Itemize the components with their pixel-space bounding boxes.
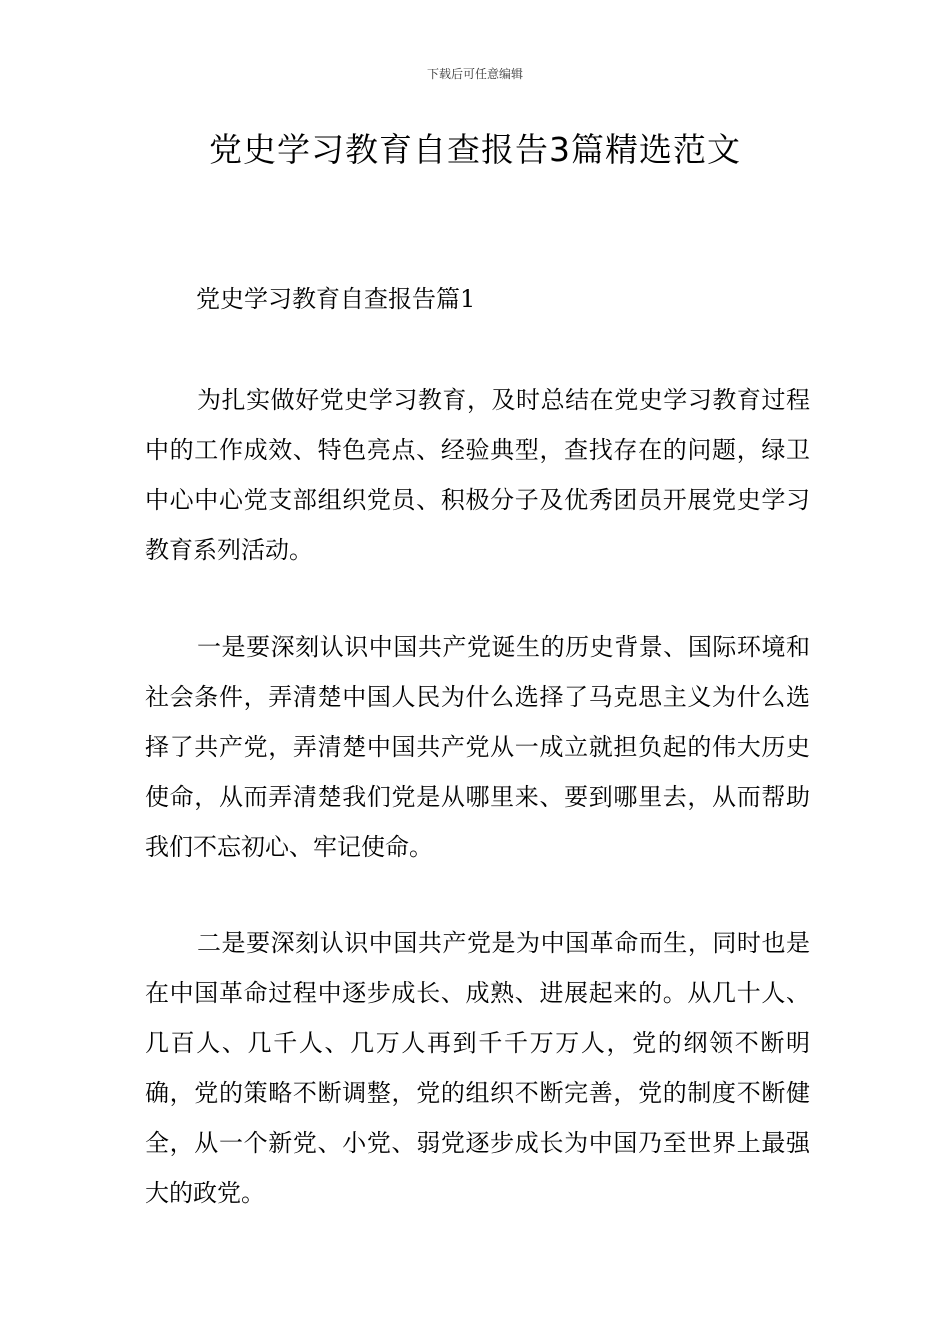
- section-heading: 党史学习教育自查报告篇1: [196, 285, 476, 313]
- body-paragraph-2: 一是要深刻认识中国共产党诞生的历史背景、国际环境和社会条件，弄清楚中国人民为什么选择了马克思主义为什么选择了共产党，弄清楚中国共产党从一成立就担负起的伟大历史使命，从而弄清楚我们党是从哪里来、要到哪里去，从而帮助我们不忘初心、牢记使命。: [145, 633, 810, 861]
- body-paragraph-3: 二是要深刻认识中国共产党是为中国革命而生，同时也是在中国革命过程中逐步成长、成熟、进展起来的。从几十人、几百人、几千人、几万人再到千千万万人，党的纲领不断明确，党的策略不断调整，党的组织不断完善，党的制度不断健全，从一个新党、小党、弱党逐步成长为中国乃至世界上最强大的政党。: [145, 929, 810, 1207]
- document-title: 党史学习教育自查报告3篇精选范文: [209, 130, 741, 169]
- body-paragraph-1: 为扎实做好党史学习教育，及时总结在党史学习教育过程中的工作成效、特色亮点、经验典型，查找存在的问题，绿卫中心中心党支部组织党员、积极分子及优秀团员开展党史学习教育系列活动。: [145, 386, 810, 564]
- header-note: 下载后可任意编辑: [426, 67, 523, 81]
